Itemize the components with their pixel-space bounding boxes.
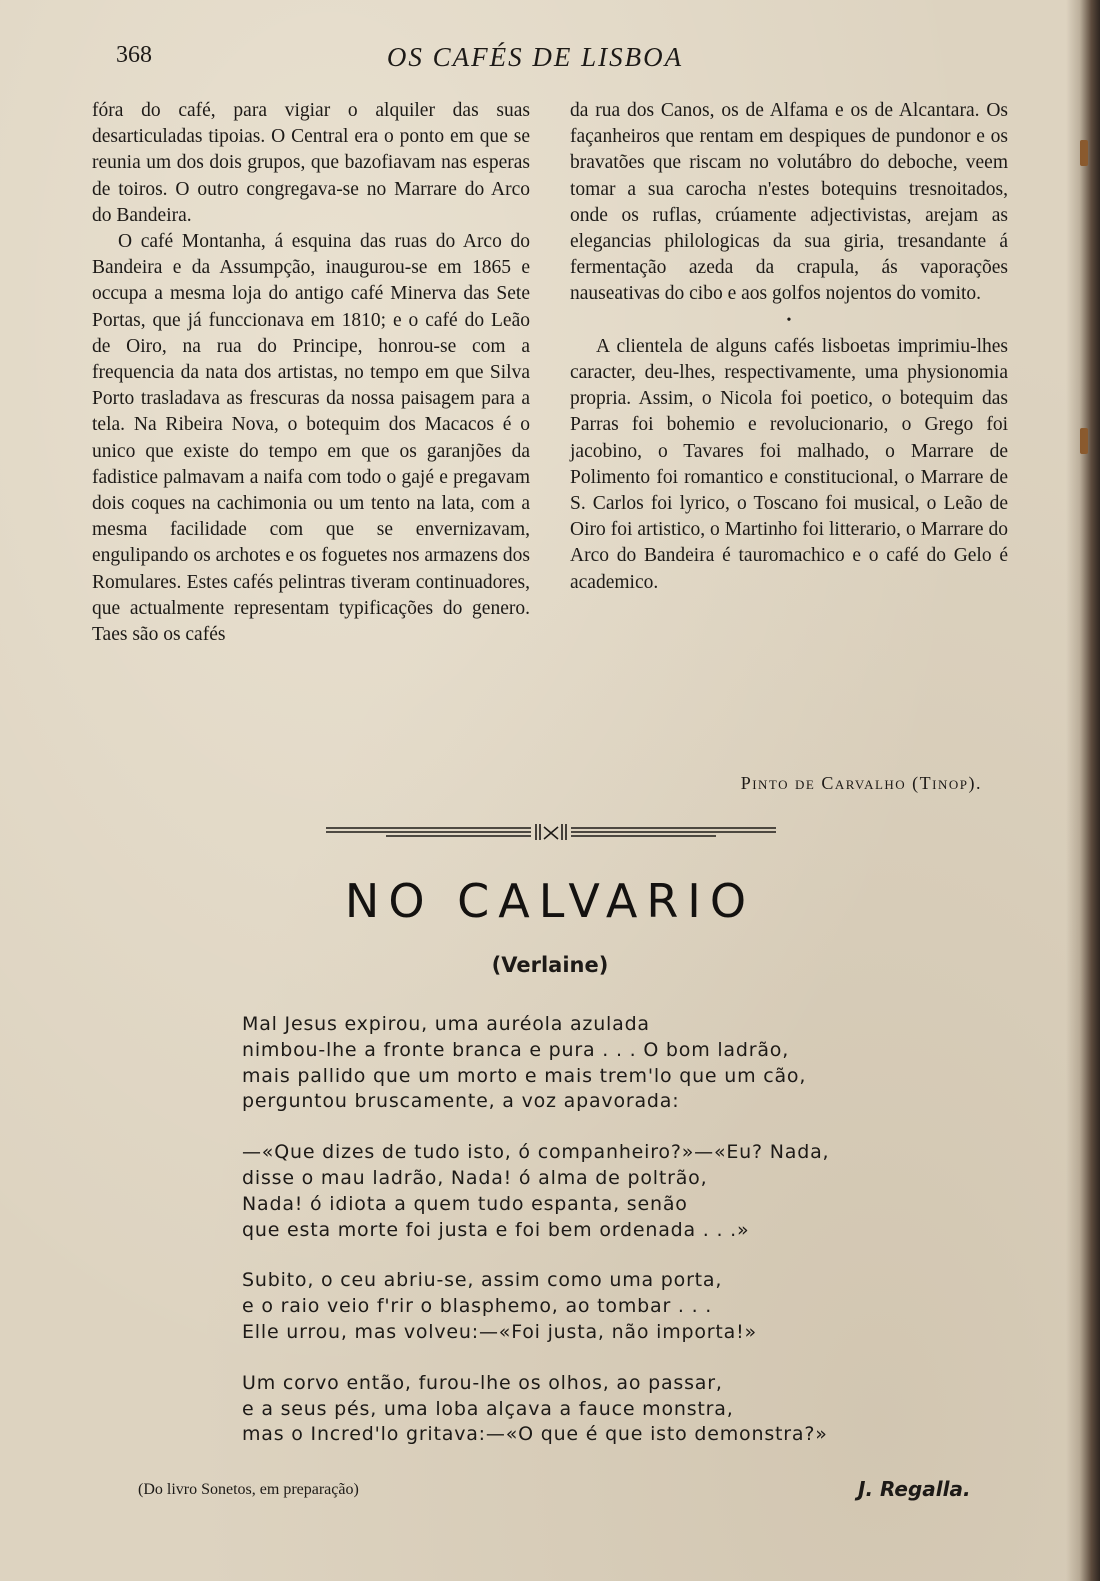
verse-line: Mal Jesus expirou, uma auréola azulada [242,1013,650,1035]
verse-line: —«Que dizes de tudo isto, ó companheiro?»—«Eu? Nada, [242,1141,830,1164]
stanza [242,1371,882,1448]
verse-line: mas o Incred'lo gritava:—«O que é que isto demonstra?» [242,1423,828,1446]
poem-title: NO CALVARIO [344,874,756,928]
decorative-rule [326,821,776,843]
paragraph: O café Montanha, á esquina das ruas do Arco do Bandeira e da Assumpção, inaugurou-se em 1865 e occupa a mesma loja do antigo café Minerva das Sete Portas, que já funccionava em 1810; e o café do Leão de Oiro, na rua do Principe, honrou-se com a frequencia da nata dos artistas, no tempo em que Silva Porto trasladava as frescuras da nossa paisagem para a tela. Na Ribeira Nova, o botequim dos Macacos é o unico que existe do tempo em que os garanjões da fadistice palmavam a naifa com todo o gajé e pregavam dois coques na cachimonia ou um tento na lata, com a mesma facilidade com que se envernizavam, engulipando os archotes e os foguetes nos armazens dos Romulares. Estes cafés pelintras tiveram continuadores, que actualmente representam typificações do genero. Taes são os cafés [92,231,530,646]
page-number: 368 [116,42,152,68]
poem-footnote: (Do livro Sonetos, em preparação) [138,1481,359,1498]
running-title: OS CAFÉS DE LISBOA [386,42,684,72]
verse-line: Subito, o ceu abriu-se, assim como uma porta, [242,1269,723,1292]
spine-mark [1080,428,1088,454]
verse-line: nimbou-lhe a fronte branca e pura . . . O bom ladrão, [242,1038,790,1061]
poem-body [242,1012,882,1473]
poem-author: J. Regalla. [858,1477,971,1501]
page-header [116,40,954,76]
verse-line: perguntou bruscamente, a voz apavorada: [242,1090,680,1113]
stanza [242,1140,882,1243]
verse-line: Elle urrou, mas volveu:—«Foi justa, não importa!» [242,1320,757,1343]
verse-line: disse o mau ladrão, Nada! ó alma de poltrão, [242,1166,708,1189]
left-column [92,98,530,648]
poem-subtitle: (Verlaine) [491,953,609,977]
article-signature: Pinto de Carvalho (Tinop). [740,773,982,793]
verse-line: que esta morte foi justa e foi bem ordenada . . .» [242,1218,750,1241]
verse-line: e a seus pés, uma loba alçava a fauce monstra, [242,1397,734,1420]
stanza [242,1012,882,1115]
paragraph: fóra do café, para vigiar o alquiler das suas desarticuladas tipoias. O Central era o ponto em que se reunia um dos dois grupos, que bazofiavam nas esperas de toiros. O outro congregava-se no Marrare do Arco do Bandeira. [92,100,530,226]
paragraph: da rua dos Canos, os de Alfama e os de Alcantara. Os façanheiros que rentam em despiques de pundonor e os bravatões que riscam no volutábro do deboche, veem tomar a sua carocha n'estes botequins tresnoitados, onde os ruflas, crúamente adjectivistas, arejam as elegancias philologicas da sua giria, tresandante á fermentação azeda da crapula, ás vaporações nauseativas do cibo e aos golfos nojentos do vomito. [570,100,1008,305]
verse-line: e o raio veio f'rir o blasphemo, ao tombar . . . [242,1295,713,1318]
paragraph: A clientela de alguns cafés lisboetas imprimiu-lhes caracter, deu-lhes, respectivamente, uma physionomia propria. Assim, o Nicola foi poetico, o botequim das Parras foi bohemio e revolucionario, o Grego foi jacobino, o Tavares foi malhado, o Marrare de Polimento foi romantico e constitucional, o Marrare de S. Carlos foi lyrico, o Toscano foi musical, o Leão de Oiro foi artistico, o Martinho foi litterario, o Marrare do Arco do Bandeira é tauromachico e o café do Gelo é academico. [570,335,1008,593]
verse-line: Um corvo então, furou-lhe os olhos, ao passar, [242,1371,723,1394]
verse-line: mais pallido que um morto e mais trem'lo que um cão, [242,1064,807,1087]
spine-mark [1080,140,1088,166]
section-separator: • [786,312,792,328]
book-spine-shadow [1066,0,1100,1581]
verse-line: Nada! ó idiota a quem tudo espanta, senão [242,1192,688,1215]
right-column [570,98,1008,596]
stanza [242,1268,882,1345]
